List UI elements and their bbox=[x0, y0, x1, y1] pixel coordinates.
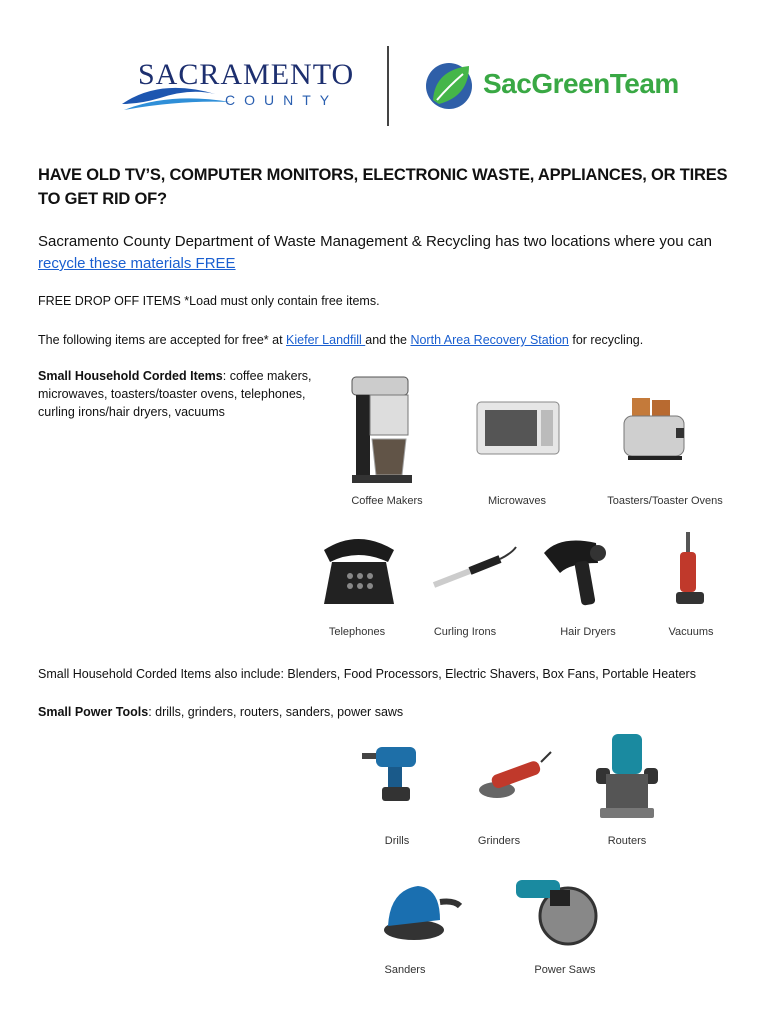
team-logo-text: SacGreenTeam bbox=[483, 68, 679, 99]
accepted-text-after: for recycling. bbox=[568, 333, 644, 347]
sacgreenteam-logo bbox=[425, 60, 679, 112]
grinder-image bbox=[475, 750, 553, 802]
intro-text: Sacramento County Department of Waste Management & Recycling has two locations where you can bbox=[38, 233, 712, 250]
toaster-image bbox=[620, 394, 690, 464]
page-title: HAVE OLD TV’S, COMPUTER MONITORS, ELECTRONIC WASTE, APPLIANCES, OR TIRES TO GET RID OF? bbox=[38, 166, 728, 208]
vacuum-icon bbox=[672, 530, 708, 608]
microwave-icon bbox=[475, 400, 561, 458]
caption-microwaves: Microwaves bbox=[487, 495, 547, 507]
microwave-image bbox=[475, 400, 561, 458]
hair-dryer-icon bbox=[540, 533, 606, 613]
accepted-paragraph bbox=[38, 331, 758, 349]
power-tools-label: Small Power Tools bbox=[38, 705, 149, 719]
leaf-icon bbox=[425, 60, 477, 112]
corded-items-label: Small Household Corded Items bbox=[38, 369, 223, 383]
router-image bbox=[592, 732, 662, 824]
power-saw-image bbox=[512, 872, 608, 948]
router-icon bbox=[592, 732, 662, 824]
caption-grinders: Grinders bbox=[477, 835, 521, 847]
intro-paragraph bbox=[38, 231, 748, 275]
power-tools-paragraph bbox=[38, 703, 403, 721]
accepted-text-middle: and the bbox=[365, 333, 411, 347]
coffee-maker-icon bbox=[340, 375, 420, 485]
power-saw-icon bbox=[512, 872, 608, 948]
corded-items-paragraph bbox=[38, 367, 318, 421]
curling-iron-image bbox=[430, 545, 518, 591]
recycle-free-link[interactable]: recycle these materials FREE bbox=[38, 255, 236, 272]
caption-curling-irons: Curling Irons bbox=[433, 626, 497, 638]
grinder-icon bbox=[475, 750, 553, 802]
vacuum-image bbox=[672, 530, 708, 608]
telephone-image bbox=[318, 528, 400, 610]
drill-icon bbox=[360, 745, 424, 805]
drill-image bbox=[360, 745, 424, 805]
telephone-icon bbox=[318, 528, 400, 610]
caption-power-saws: Power Saws bbox=[534, 964, 596, 976]
kiefer-landfill-link[interactable]: Kiefer Landfill bbox=[286, 333, 366, 347]
power-tools-text: : drills, grinders, routers, sanders, power saws bbox=[148, 705, 404, 719]
caption-vacuums: Vacuums bbox=[668, 626, 714, 638]
corded-items-text: : coffee makers, microwaves, toasters/toaster ovens, telephones, curling irons/hair dryers, vacuums bbox=[38, 369, 312, 419]
hair-dryer-image bbox=[540, 533, 606, 613]
accepted-text-before: The following items are accepted for free* at bbox=[38, 333, 287, 347]
sander-image bbox=[378, 880, 462, 944]
caption-drills: Drills bbox=[384, 835, 410, 847]
header-divider bbox=[387, 46, 389, 126]
free-drop-off-note: FREE DROP OFF ITEMS *Load must only contain free items. bbox=[38, 294, 380, 308]
county-logo-top: SACRAMENTO bbox=[138, 58, 355, 91]
county-logo-bottom: COUNTY bbox=[225, 92, 339, 108]
north-area-recovery-link[interactable]: North Area Recovery Station bbox=[410, 333, 569, 347]
corded-items-also: Small Household Corded Items also include: Blenders, Food Processors, Electric Shavers, Box Fans, Portable Heaters bbox=[38, 667, 696, 681]
caption-coffee-makers: Coffee Makers bbox=[351, 495, 423, 507]
curling-iron-icon bbox=[430, 545, 518, 591]
caption-sanders: Sanders bbox=[384, 964, 426, 976]
sacramento-county-logo bbox=[120, 58, 355, 120]
caption-toasters: Toasters/Toaster Ovens bbox=[607, 495, 723, 507]
caption-hair-dryers: Hair Dryers bbox=[560, 626, 616, 638]
toaster-icon bbox=[620, 394, 690, 464]
coffee-maker-image bbox=[340, 375, 420, 485]
caption-routers: Routers bbox=[607, 835, 647, 847]
caption-telephones: Telephones bbox=[328, 626, 386, 638]
sander-icon bbox=[378, 880, 462, 944]
